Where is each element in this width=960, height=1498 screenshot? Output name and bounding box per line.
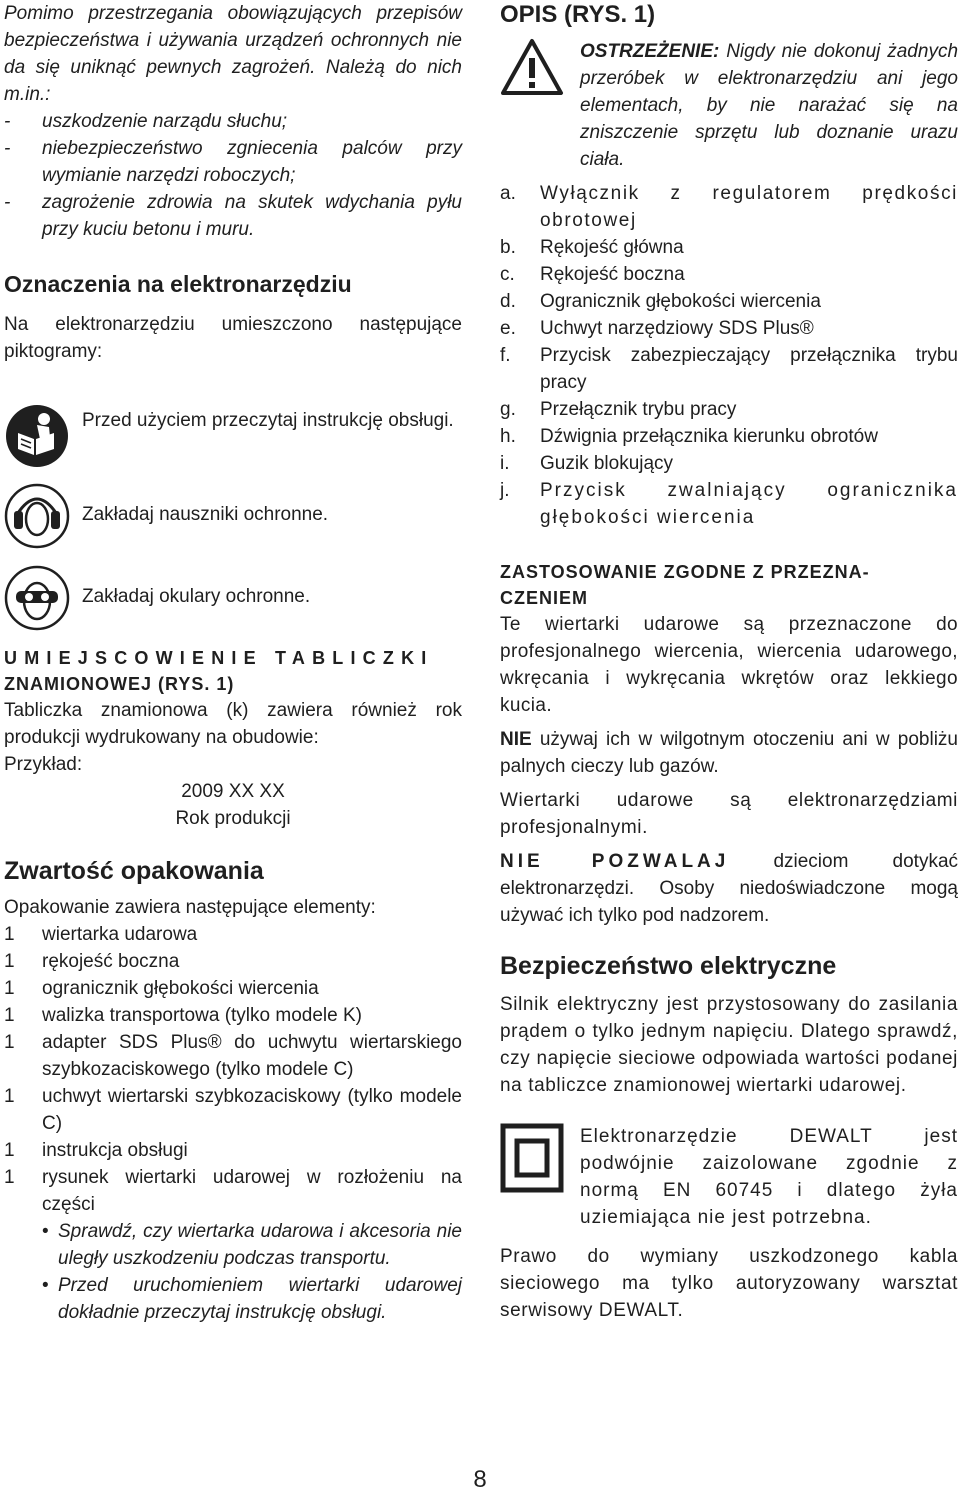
warning-text: OSTRZEŻENIE: Nigdy nie dokonuj żadnych przeróbek w elektronarzędziu ani jego elementach, by nie narażać się na zniszczenie sprzętu lub doznanie urazu ciała. <box>580 41 959 170</box>
list-item: g. Przełącznik trybu pracy <box>500 399 737 420</box>
example-label: Przykład: <box>4 754 83 775</box>
intro-paragraph: Pomimo przestrzegania obowiązujących przepisów bezpieczeństwa i używania urządzeń ochronnych nie da się uniknąć pewnych zagrożeń. Należą do nich m.in.: <box>4 3 462 105</box>
pictogram-read-manual <box>4 403 462 483</box>
list-item: 1 adapter SDS Plus® do uchwytu wiertarskiego szybkozaciskowego (tylko modele C) <box>4 1032 462 1080</box>
risk-list <box>4 108 462 243</box>
markings-intro: Na elektronarzędziu umieszczono następujące piktogramy: <box>4 314 462 362</box>
list-item: e. Uchwyt narzędziowy SDS Plus® <box>500 318 814 339</box>
pictogram-label: Zakładaj okulary ochronne. <box>82 586 311 607</box>
list-item: 1 rękojeść boczna <box>4 951 180 972</box>
list-item: 1 wiertarka udarowa <box>4 924 198 945</box>
warning-triangle-icon <box>500 38 564 96</box>
list-item: - uszkodzenie narządu słuchu; <box>4 111 288 132</box>
package-list <box>4 921 462 1218</box>
left-column <box>4 0 462 1326</box>
markings-heading: Oznaczenia na elektronarzędziu <box>4 271 352 297</box>
list-item: • Sprawdź, czy wiertarka udarowa i akcesoria nie uległy uszkodzeniu podczas transportu. <box>42 1221 462 1269</box>
list-item: 1 uchwyt wiertarski szybkozaciskowy (tylko modele C) <box>4 1086 462 1134</box>
double-insulation-block <box>500 1123 958 1243</box>
list-item: a. Wyłącznik z regulatorem prędkości obrotowej <box>500 183 958 231</box>
electrical-safety-p1: Silnik elektryczny jest przystosowany do zasilania prądem o tylko jednym napięciu. Dlatego sprawdź, czy napięcie sieciowe odpowiada wartości podanej na tabliczce znamionowej wiertarki udarowej. <box>500 994 958 1096</box>
parts-list <box>500 180 958 531</box>
pictogram-label: Zakładaj nauszniki ochronne. <box>82 504 329 525</box>
example-caption: Rok produkcji <box>175 808 291 829</box>
example-date: 2009 XX XX <box>181 781 285 802</box>
double-insulation-text: Elektronarzędzie DEWALT jest podwójnie zaizolowane zgodnie z normą EN 60745 i dlatego żyła uziemiająca nie jest potrzebna. <box>580 1126 958 1228</box>
pictogram-ear-protection <box>4 483 462 565</box>
intended-use-heading: ZASTOSOWANIE ZGODNE Z PRZEZNA- <box>500 562 870 582</box>
list-item: j. Przycisk zwalniający ogranicznika głębokości wiercenia <box>500 480 958 528</box>
package-heading: Zwartość opakowania <box>4 857 264 885</box>
list-item: 1 rysunek wiertarki udarowej w rozłożeniu na części <box>4 1167 462 1215</box>
intended-use-p1: Te wiertarki udarowe są przeznaczone do profesjonalnego wiercenia, wiercenia udarowego, wkręcania i wykręcania wkrętów oraz lekkiego kucia. <box>500 614 958 716</box>
pictogram-label: Przed użyciem przeczytaj instrukcję obsługi. <box>82 410 454 431</box>
pictogram-eye-protection <box>4 565 462 635</box>
page-number: 8 <box>473 1466 487 1493</box>
list-item: b. Rękojeść główna <box>500 237 684 258</box>
plate-text: Tabliczka znamionowa (k) zawiera również rok produkcji wydrukowany na obudowie: <box>4 700 462 748</box>
list-item: 1 walizka transportowa (tylko modele K) <box>4 1005 362 1026</box>
list-item: f. Przycisk zabezpieczający przełącznika trybu pracy <box>500 345 958 393</box>
intended-use-heading-cont: CZENIEM <box>500 588 588 608</box>
list-item: 1 ogranicznik głębokości wiercenia <box>4 978 319 999</box>
double-insulation-icon <box>500 1123 564 1193</box>
package-intro: Opakowanie zawiera następujące elementy: <box>4 897 376 918</box>
intended-use-p3: Wiertarki udarowe są elektronarzędziami profesjonalnymi. <box>500 790 958 838</box>
list-item: - zagrożenie zdrowia na skutek wdychania pyłu przy kuciu betonu i muru. <box>4 192 462 240</box>
list-item: 1 instrukcja obsługi <box>4 1140 188 1161</box>
read-manual-icon <box>4 403 70 469</box>
electrical-safety-heading: Bezpieczeństwo elektryczne <box>500 952 837 980</box>
list-item: d. Ogranicznik głębokości wiercenia <box>500 291 821 312</box>
warning-block <box>500 2 958 180</box>
ear-protection-icon <box>4 483 70 549</box>
plate-heading: UMIEJSCOWIENIE TABLICZKI <box>4 648 434 668</box>
eye-protection-icon <box>4 565 70 631</box>
list-item: c. Rękojeść boczna <box>500 264 685 285</box>
bullet-list <box>4 1218 462 1326</box>
list-item: • Przed uruchomieniem wiertarki udarowej dokładnie przeczytaj instrukcję obsługi. <box>42 1275 462 1323</box>
list-item: - niebezpieczeństwo zgniecenia palców przy wymianie narzędzi roboczych; <box>4 138 462 186</box>
right-column <box>500 0 958 1324</box>
intended-use-p4: NIE POZWALAJ dzieciom dotykać elektronarzędzi. Osoby niedoświadczone mogą używać ich tylko pod nadzorem. <box>500 851 959 926</box>
intended-use-p2: NIE używaj ich w wilgotnym otoczeniu ani w pobliżu palnych cieczy lub gazów. <box>500 729 958 777</box>
list-item: h. Dźwignia przełącznika kierunku obrotów <box>500 426 878 447</box>
plate-heading-cont: ZNAMIONOWEJ (RYS. 1) <box>4 674 235 694</box>
description-heading: OPIS (RYS. 1) <box>500 1 656 28</box>
cable-replacement-text: Prawo do wymiany uszkodzonego kabla sieciowego ma tylko autoryzowany warsztat serwisowy DEWALT. <box>500 1246 958 1321</box>
list-item: i. Guzik blokujący <box>500 453 674 474</box>
warning-label: OSTRZEŻENIE: <box>580 41 720 62</box>
